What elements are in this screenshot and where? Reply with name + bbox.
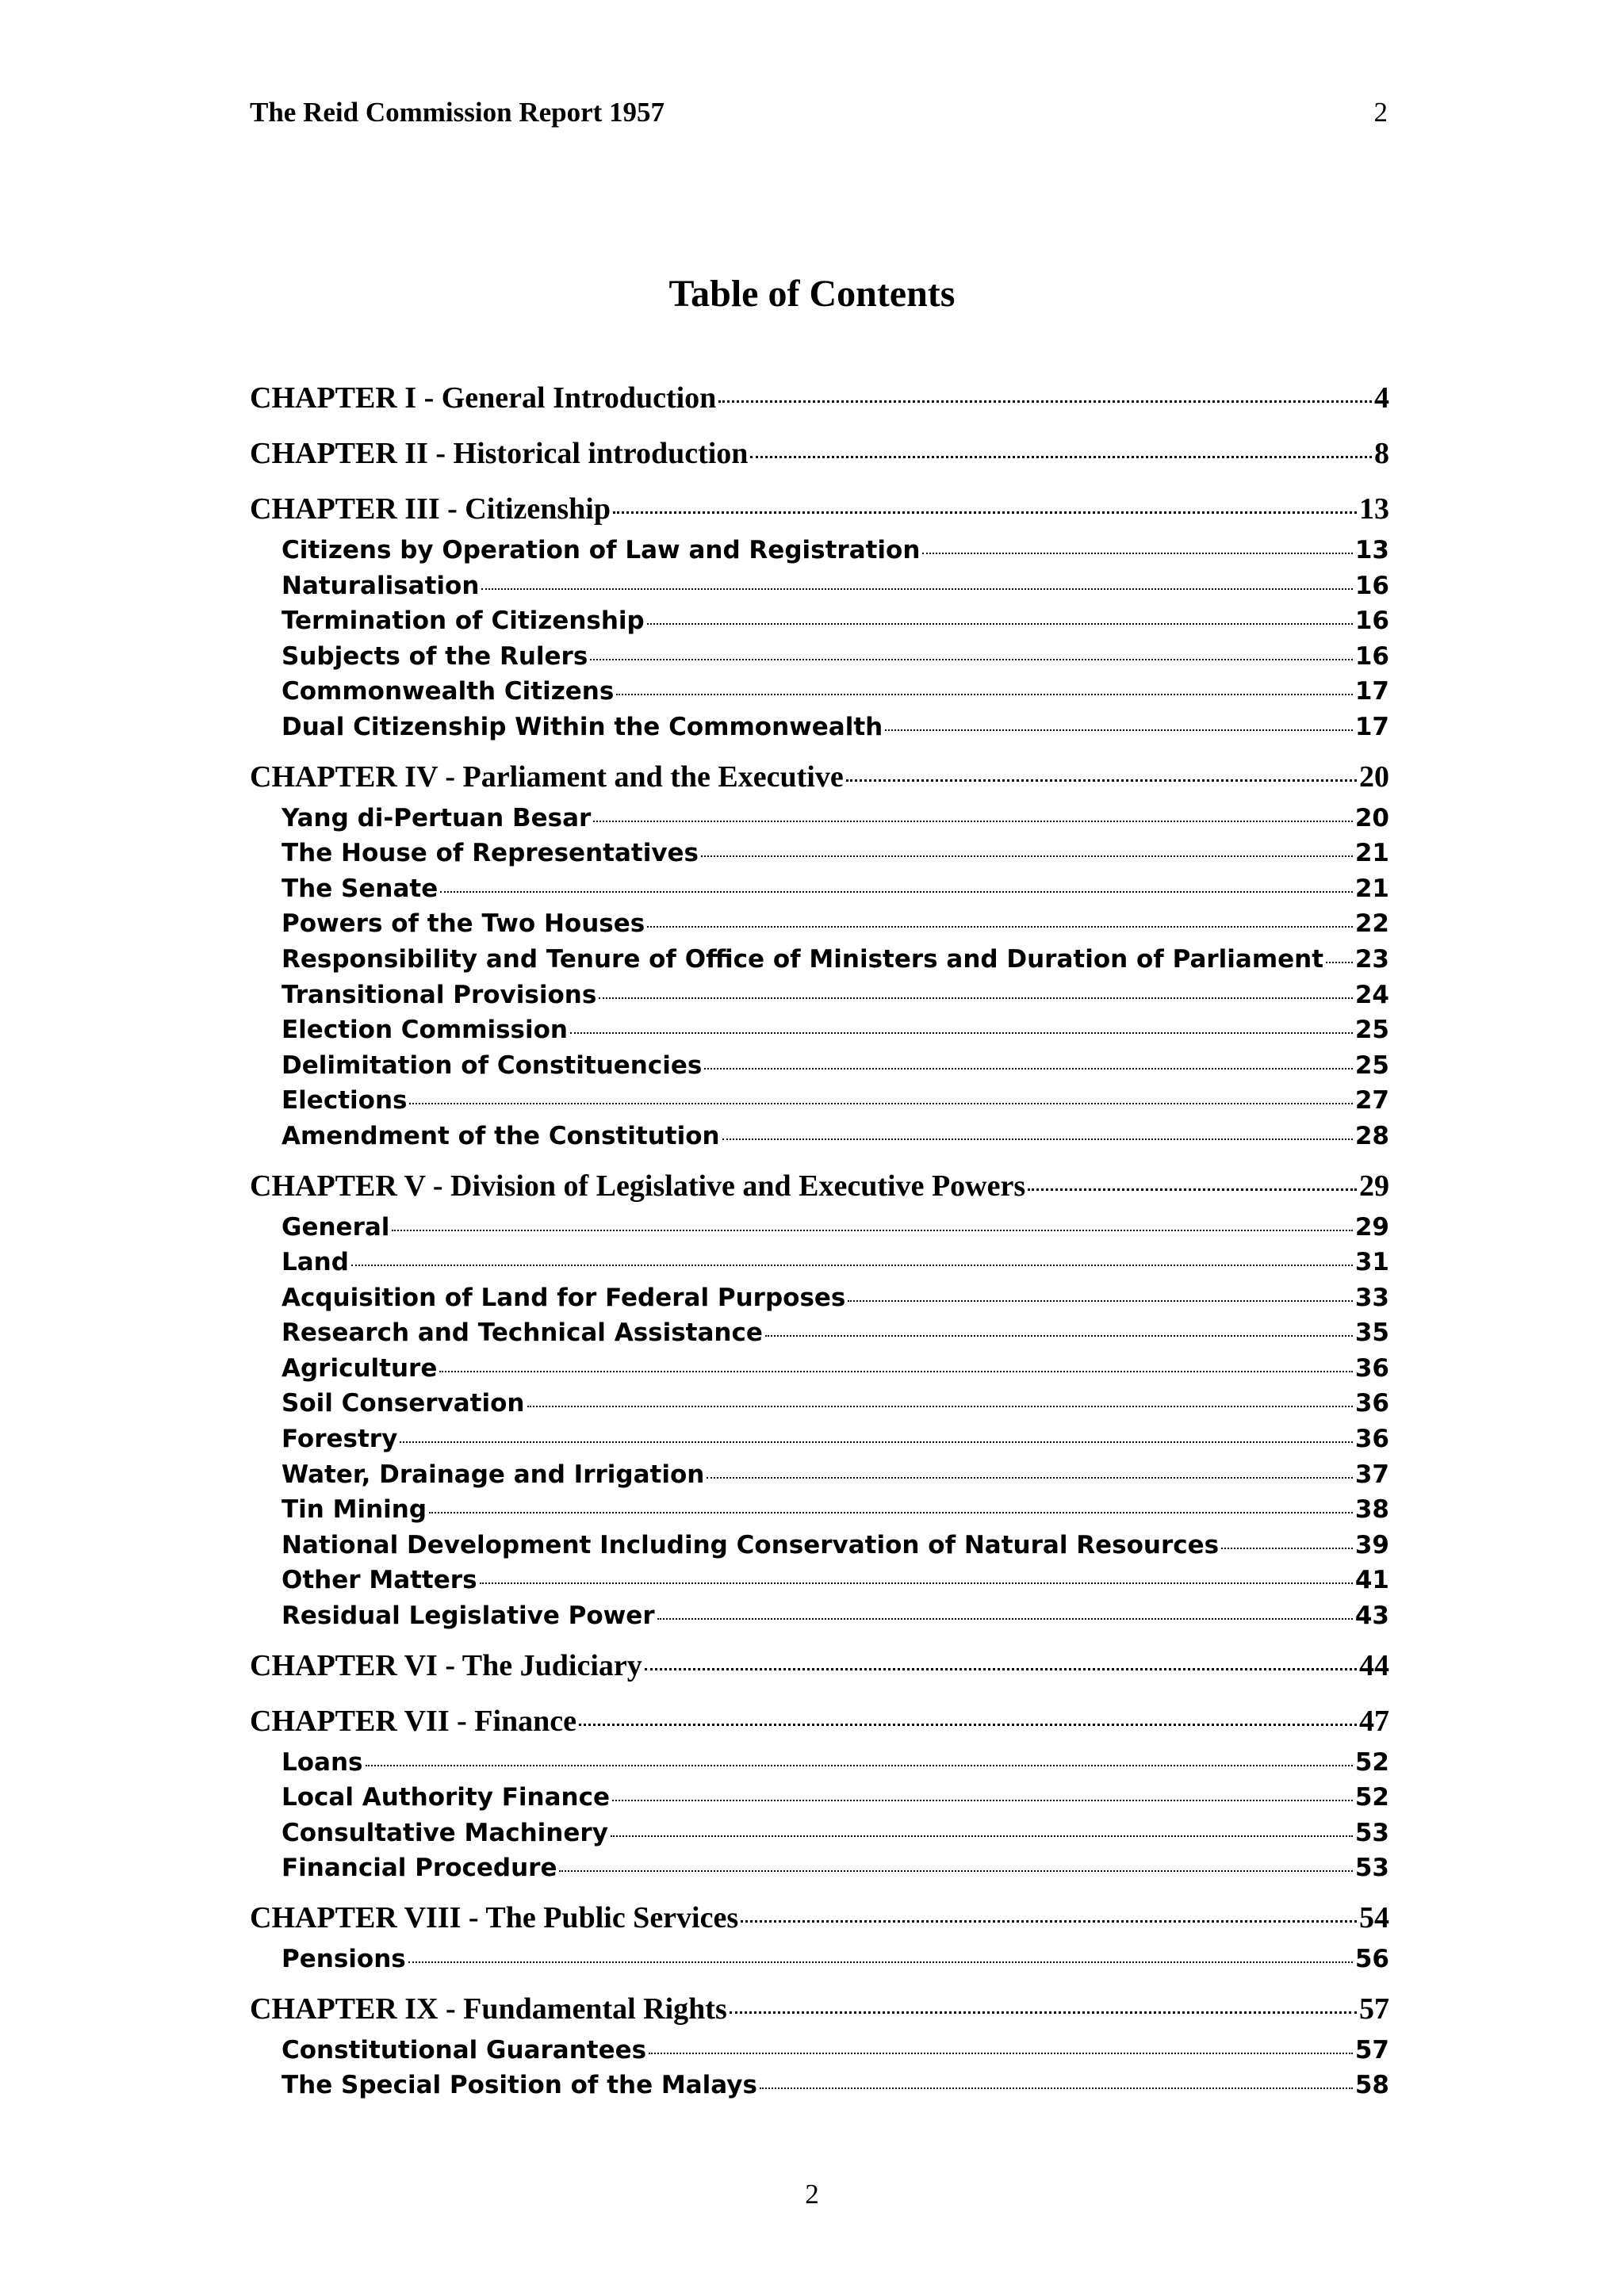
toc-entry-title: CHAPTER VI - The Judiciary	[250, 1648, 642, 1682]
dot-leader	[613, 511, 1357, 514]
toc-section-entry[interactable]	[250, 1819, 1389, 1854]
dot-leader	[409, 1103, 1352, 1104]
dot-leader	[701, 855, 1353, 857]
toc-entry-title: Water, Drainage and Irrigation	[282, 1460, 705, 1489]
dot-leader	[707, 1477, 1353, 1479]
toc-page-number: 33	[1354, 1283, 1389, 1312]
toc-entry-title: General	[282, 1212, 390, 1242]
toc-chapter	[250, 1900, 1389, 1980]
toc-section-entry[interactable]	[250, 677, 1389, 713]
toc-title: Table of Contents	[668, 273, 956, 315]
toc-page-number: 29	[1359, 1169, 1389, 1203]
dot-leader	[848, 1300, 1352, 1302]
toc-section-entry[interactable]	[250, 713, 1389, 748]
dot-leader	[392, 1230, 1352, 1231]
dot-leader	[439, 1371, 1352, 1372]
dot-leader	[480, 1582, 1353, 1584]
toc-page-number: 29	[1354, 1212, 1389, 1242]
toc-entry-title: Delimitation of Constituencies	[282, 1050, 703, 1080]
toc-entry-title: Powers of the Two Houses	[282, 909, 645, 939]
toc-entry-title: Responsibility and Tenure of Office of Ministers and Duration of Parliament	[282, 944, 1324, 974]
dot-leader	[570, 1032, 1353, 1034]
toc-page-number: 54	[1359, 1901, 1389, 1934]
toc-section-entry[interactable]	[250, 1460, 1389, 1496]
dot-leader	[408, 1961, 1353, 1963]
toc-page-number: 13	[1354, 536, 1389, 564]
toc-page-number: 16	[1354, 641, 1389, 671]
dot-leader	[429, 1512, 1353, 1513]
dot-leader	[846, 779, 1357, 782]
toc-page-number: 37	[1354, 1460, 1389, 1489]
toc-page-number: 53	[1354, 1818, 1389, 1847]
toc-section-entry[interactable]	[250, 1783, 1389, 1819]
toc-chapter	[250, 1992, 1389, 2107]
toc-entry-title: Election Commission	[282, 1016, 568, 1045]
toc-page-number: 16	[1354, 607, 1389, 636]
dot-leader	[400, 1441, 1353, 1443]
table-of-contents	[250, 381, 1389, 2118]
toc-chapter	[250, 760, 1389, 1158]
toc-section-entry[interactable]	[250, 1122, 1389, 1158]
toc-entry-title: Land	[282, 1248, 349, 1277]
toc-entry-title: CHAPTER III - Citizenship	[250, 492, 611, 526]
dot-leader	[885, 729, 1353, 731]
toc-chapter-entry[interactable]	[250, 1992, 1389, 2036]
dot-leader	[645, 1668, 1357, 1670]
toc-entry-title: Tin Mining	[282, 1495, 427, 1525]
toc-entry-title: CHAPTER VII - Finance	[250, 1704, 577, 1738]
dot-leader	[1221, 1548, 1353, 1549]
toc-entry-title: Subjects of the Rulers	[282, 641, 588, 671]
dot-leader	[647, 623, 1353, 625]
toc-page-number: 39	[1354, 1530, 1389, 1559]
toc-entry-title: Transitional Provisions	[282, 980, 597, 1009]
toc-entry-title: Amendment of the Constitution	[282, 1121, 720, 1150]
toc-page-number: 4	[1374, 381, 1389, 415]
toc-page-number: 57	[1354, 2035, 1389, 2064]
toc-page-number: 36	[1354, 1425, 1389, 1454]
toc-page-number: 31	[1354, 1248, 1389, 1277]
toc-page-number: 57	[1359, 1992, 1389, 2026]
toc-page-number: 36	[1354, 1353, 1389, 1383]
toc-section-entry[interactable]	[250, 909, 1389, 945]
dot-leader	[722, 1138, 1353, 1140]
dot-leader	[730, 2011, 1357, 2014]
toc-page-number: 20	[1354, 803, 1389, 832]
toc-page-number: 25	[1354, 1016, 1389, 1045]
dot-leader	[704, 1068, 1353, 1070]
toc-section-entry[interactable]	[250, 1354, 1389, 1390]
dot-leader	[741, 1920, 1357, 1923]
toc-chapter	[250, 381, 1389, 425]
toc-entry-title: Naturalisation	[282, 571, 480, 600]
dot-leader	[440, 891, 1353, 893]
toc-entry-title: Constitutional Guarantees	[282, 2035, 647, 2064]
toc-page-number: 17	[1354, 712, 1389, 741]
toc-chapter	[250, 1169, 1389, 1637]
toc-entry-title: CHAPTER I - General Introduction	[250, 381, 717, 415]
toc-section-entry[interactable]	[250, 642, 1389, 678]
toc-entry-title: CHAPTER II - Historical introduction	[250, 437, 749, 470]
toc-page-number: 8	[1374, 437, 1389, 470]
toc-chapter-entry[interactable]	[250, 436, 1389, 480]
dot-leader	[657, 1618, 1353, 1620]
toc-page-number: 17	[1354, 677, 1389, 706]
toc-chapter-entry[interactable]	[250, 1648, 1389, 1693]
toc-entry-title: Elections	[282, 1086, 408, 1115]
toc-entry-title: Local Authority Finance	[282, 1783, 611, 1812]
toc-entry-title: CHAPTER IX - Fundamental Rights	[250, 1992, 727, 2026]
toc-section-entry[interactable]	[250, 839, 1389, 874]
toc-page-number: 16	[1354, 571, 1389, 600]
toc-page-number: 38	[1354, 1495, 1389, 1525]
toc-chapter	[250, 436, 1389, 480]
document-title: The Reid Commission Report 1957	[250, 97, 665, 128]
toc-entry-title: Financial Procedure	[282, 1854, 557, 1883]
toc-entry-title: The House of Representatives	[282, 839, 699, 868]
toc-section-entry[interactable]	[250, 1016, 1389, 1051]
toc-page-number: 56	[1354, 1945, 1389, 1973]
toc-section-entry[interactable]	[250, 1531, 1389, 1567]
toc-page-number: 35	[1354, 1318, 1389, 1348]
toc-page-number: 47	[1359, 1704, 1389, 1738]
header-page-number: 2	[1373, 97, 1388, 128]
toc-page-number: 21	[1354, 874, 1389, 903]
dot-leader	[649, 2053, 1353, 2054]
dot-leader	[718, 400, 1372, 403]
dot-leader	[647, 926, 1353, 928]
dot-leader	[760, 2087, 1353, 2089]
toc-entry-title: National Development Including Conservation of Natural Resources	[282, 1530, 1220, 1559]
dot-leader	[611, 1835, 1353, 1837]
toc-chapter-entry[interactable]	[250, 760, 1389, 804]
toc-entry-title: Dual Citizenship Within the Commonwealth	[282, 712, 883, 741]
toc-chapter-entry[interactable]	[250, 1900, 1389, 1945]
dot-leader	[1326, 962, 1353, 963]
toc-entry-title: Yang di-Pertuan Besar	[282, 803, 592, 832]
dot-leader	[579, 1724, 1357, 1726]
toc-page-number: 13	[1359, 492, 1389, 526]
dot-leader	[527, 1406, 1353, 1407]
dot-leader	[922, 553, 1352, 554]
toc-section-entry[interactable]	[250, 1051, 1389, 1087]
toc-section-entry[interactable]	[250, 536, 1389, 572]
toc-page-number: 20	[1359, 760, 1389, 794]
toc-entry-title: The Special Position of the Malays	[282, 2071, 757, 2100]
toc-chapter-entry[interactable]	[250, 1704, 1389, 1748]
toc-entry-title: Research and Technical Assistance	[282, 1318, 763, 1348]
toc-entry-title: Acquisition of Land for Federal Purposes	[282, 1283, 846, 1312]
dot-leader	[765, 1335, 1353, 1337]
toc-page-number: 23	[1354, 944, 1389, 974]
toc-page-number: 44	[1359, 1648, 1389, 1682]
toc-chapter	[250, 1648, 1389, 1693]
toc-section-entry[interactable]	[250, 1248, 1389, 1284]
dot-leader	[599, 997, 1353, 999]
toc-section-entry[interactable]	[250, 572, 1389, 607]
toc-chapter-entry[interactable]	[250, 381, 1389, 425]
toc-entry-title: Commonwealth Citizens	[282, 677, 615, 706]
toc-page-number: 21	[1354, 839, 1389, 868]
toc-section-entry[interactable]	[250, 1945, 1389, 1980]
toc-page-number: 58	[1354, 2071, 1389, 2100]
toc-page-number: 24	[1354, 980, 1389, 1009]
toc-section-entry[interactable]	[250, 1086, 1389, 1122]
toc-section-entry[interactable]	[250, 1566, 1389, 1601]
toc-chapter-entry[interactable]	[250, 1169, 1389, 1213]
toc-entry-title: Citizens by Operation of Law and Registration	[282, 536, 921, 564]
toc-chapter	[250, 1704, 1389, 1889]
toc-entry-title: CHAPTER IV - Parliament and the Executive	[250, 760, 844, 794]
toc-entry-title: Consultative Machinery	[282, 1818, 608, 1847]
toc-entry-title: CHAPTER V - Division of Legislative and Executive Powers	[250, 1169, 1026, 1203]
dot-leader	[593, 821, 1353, 822]
toc-section-entry[interactable]	[250, 804, 1389, 840]
dot-leader	[481, 588, 1352, 590]
toc-section-entry[interactable]	[250, 1284, 1389, 1319]
toc-page-number: 41	[1354, 1566, 1389, 1595]
toc-section-entry[interactable]	[250, 1601, 1389, 1637]
dot-leader	[750, 456, 1372, 458]
toc-section-entry[interactable]	[250, 1495, 1389, 1531]
toc-page-number: 22	[1354, 909, 1389, 939]
toc-section-entry[interactable]	[250, 1318, 1389, 1354]
dot-leader	[351, 1265, 1353, 1266]
toc-entry-title: CHAPTER VIII - The Public Services	[250, 1901, 739, 1934]
dot-leader	[616, 694, 1353, 695]
toc-chapter-entry[interactable]	[250, 492, 1389, 536]
toc-page-number: 36	[1354, 1389, 1389, 1418]
toc-page-number: 25	[1354, 1050, 1389, 1080]
dot-leader	[366, 1765, 1353, 1766]
toc-entry-title: Other Matters	[282, 1566, 477, 1595]
toc-page-number: 43	[1354, 1601, 1389, 1631]
toc-page-number: 27	[1354, 1086, 1389, 1115]
running-header	[250, 97, 1388, 128]
toc-section-entry[interactable]	[250, 2036, 1389, 2072]
dot-leader	[612, 1800, 1353, 1801]
toc-entry-title: Termination of Citizenship	[282, 607, 645, 636]
toc-section-entry[interactable]	[250, 981, 1389, 1016]
toc-page-number: 52	[1354, 1783, 1389, 1812]
toc-section-entry[interactable]	[250, 1213, 1389, 1249]
toc-section-entry[interactable]	[250, 1425, 1389, 1460]
toc-chapter	[250, 492, 1389, 748]
toc-entry-title: Agriculture	[282, 1353, 438, 1383]
toc-page-number: 53	[1354, 1854, 1389, 1883]
toc-entry-title: Loans	[282, 1747, 363, 1777]
toc-page-number: 52	[1354, 1747, 1389, 1777]
toc-section-entry[interactable]	[250, 1748, 1389, 1784]
dot-leader	[1028, 1188, 1357, 1191]
toc-section-entry[interactable]	[250, 874, 1389, 910]
toc-section-entry[interactable]	[250, 607, 1389, 642]
toc-entry-title: Forestry	[282, 1425, 398, 1454]
toc-entry-title: Soil Conservation	[282, 1389, 525, 1418]
toc-entry-title: Pensions	[282, 1945, 406, 1973]
toc-entry-title: The Senate	[282, 874, 439, 903]
toc-page-number: 28	[1354, 1121, 1389, 1150]
footer-page-number: 2	[805, 2179, 819, 2210]
dot-leader	[590, 659, 1353, 660]
dot-leader	[559, 1870, 1352, 1872]
toc-section-entry[interactable]	[250, 1389, 1389, 1425]
toc-section-entry[interactable]	[250, 945, 1389, 981]
toc-section-entry[interactable]	[250, 1854, 1389, 1889]
toc-entry-title: Residual Legislative Power	[282, 1601, 655, 1631]
toc-section-entry[interactable]	[250, 2071, 1389, 2107]
